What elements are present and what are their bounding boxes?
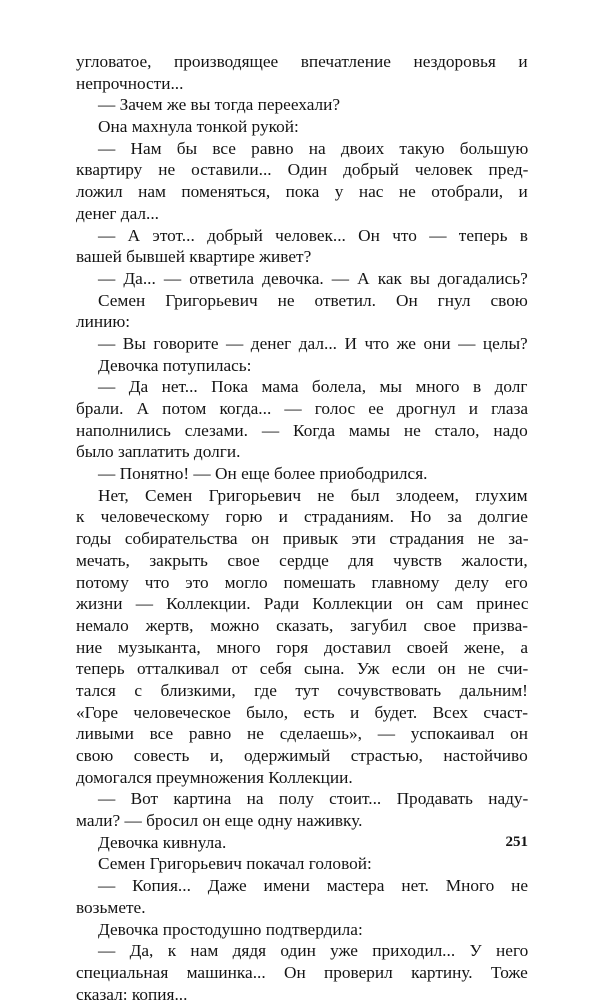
text-line: Девочка кивнула.: [98, 832, 227, 852]
text-line: — Вот картина на полу стоит... Продавать наду-: [98, 789, 529, 809]
text-line: Девочка потупилась:: [98, 355, 252, 375]
text-line: Она махнула тонкой рукой:: [98, 117, 299, 137]
text-line: угловатое, производящее впечатление нездоровья и: [76, 52, 528, 71]
text-line: Девочка простодушно подтвердила:: [98, 919, 363, 939]
text-line: непрочности...: [76, 73, 184, 93]
text-line: денег дал...: [76, 203, 159, 223]
text-line: мечать, закрыть свое сердце для чувств жалости,: [76, 550, 528, 570]
text-line: теперь отталкивал от себя сына. Уж если он не счи-: [76, 659, 529, 679]
text-line: мали? — бросил он еще одну наживку.: [76, 811, 363, 831]
text-line: сказал: копия...: [76, 984, 188, 1004]
text-line: — Вы говорите — денег дал... И что же они — целы?: [98, 333, 528, 353]
text-line: потому что это могло помешать главному делу его: [76, 572, 528, 592]
text-line: было заплатить долги.: [76, 442, 241, 462]
text-line: брали. А потом когда... — голос ее дрогнул и глаза: [76, 399, 529, 418]
text-line: немало жертв, можно сказать, загубил свое призва-: [76, 615, 529, 635]
text-line: к человеческому горю и страданиям. Но за долгие: [76, 507, 528, 527]
text-line: жизни — Коллекции. Ради Коллекции он сам принес: [76, 594, 529, 614]
page-number: 251: [505, 834, 528, 850]
text-line: — А этот... добрый человек... Он что — теперь в: [98, 225, 528, 245]
text-line: ливыми все равно не сделаешь», — успокаивал он: [76, 724, 529, 744]
text-line: тался с близкими, где тут сочувствовать дальним!: [76, 680, 528, 700]
text-line: домогался преумножения Коллекции.: [76, 767, 353, 787]
text-line: специальная машинка... Он проверил картину. Тоже: [76, 962, 528, 982]
text-line: Семен Григорьевич покачал головой:: [98, 854, 372, 874]
text-line: возьмете.: [76, 897, 146, 917]
text-line: — Да нет... Пока мама болела, мы много в долг: [98, 377, 528, 397]
text-line: свою совесть и, одержимый страстью, настойчиво: [76, 746, 528, 765]
text-line: — Копия... Даже имени мастера нет. Много не: [98, 876, 529, 896]
text-line: ложил нам поменяться, пока у нас не отобрали, и: [76, 182, 528, 202]
text-line: Семен Григорьевич не ответил. Он гнул свою: [98, 290, 528, 310]
text-line: квартиру не оставили... Один добрый человек пред-: [76, 160, 529, 180]
text-line: «Горе человеческое было, есть и будет. Всех счаст-: [76, 702, 529, 722]
text-line: — Понятно! — Он еще более приободрился.: [98, 464, 428, 484]
text-line: вашей бывшей квартире живет?: [76, 247, 312, 267]
text-line: — Нам бы все равно на двоих такую большую: [98, 138, 529, 158]
text-line: Нет, Семен Григорьевич не был злодеем, глухим: [98, 485, 528, 505]
text-line: линию:: [76, 312, 131, 332]
text-line: — Да... — ответила девочка. — А как вы догадались?: [98, 268, 528, 288]
text-line: наполнились слезами. — Когда мамы не стало, надо: [76, 420, 528, 440]
text-line: — Да, к нам дядя один уже приходил... У него: [98, 941, 529, 961]
book-page-text: [76, 51, 528, 1005]
text-line: — Зачем же вы тогда переехали?: [98, 95, 341, 115]
text-line: ние музыканта, много горя доставил своей жене, а: [76, 637, 529, 657]
text-line: годы собирательства он привык эти страдания не за-: [76, 529, 529, 549]
